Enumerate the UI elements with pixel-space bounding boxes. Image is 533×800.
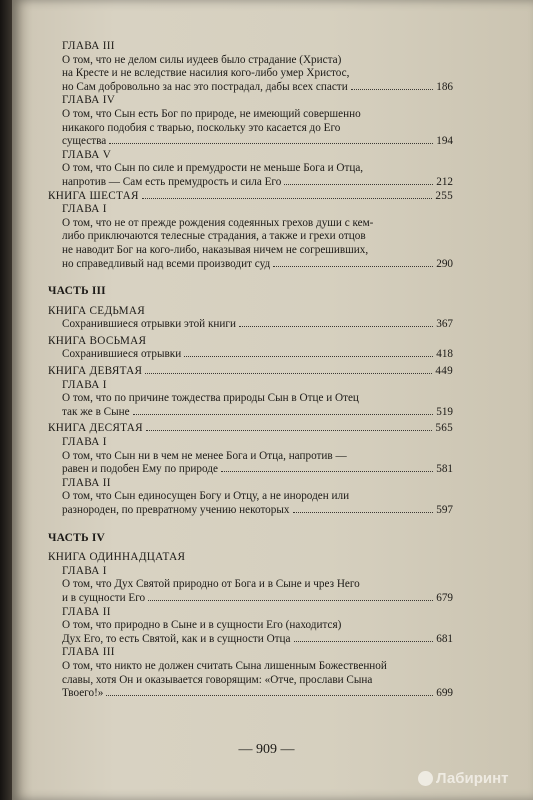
page-ref: 565 bbox=[435, 422, 453, 435]
book-heading: КНИГА ШЕСТАЯ bbox=[48, 189, 139, 202]
entry-line: О том, что Сын по силе и премудрости не меньше Бога и Отца, bbox=[62, 162, 364, 175]
page-number: — 909 — bbox=[238, 742, 295, 757]
page-ref: 597 bbox=[436, 504, 453, 516]
page-ref: 186 bbox=[436, 80, 453, 93]
entry-line: О том, что Сын единосущен Богу и Отцу, а не инороден или bbox=[62, 490, 350, 503]
entry-line: так же в Сыне bbox=[62, 405, 130, 418]
book-heading: КНИГА ДЕВЯТАЯ bbox=[48, 365, 143, 378]
chapter-heading: ГЛАВА I bbox=[62, 203, 107, 216]
page-ref: 679 bbox=[436, 591, 453, 604]
entry-line: напротив — Сам есть премудрость и сила Его bbox=[62, 175, 282, 188]
toc-entry-row bbox=[48, 633, 453, 647]
entry-line: не наводит Бог на кого-либо, наказывая ничем не согрешивших, bbox=[62, 243, 369, 256]
page-ref: 255 bbox=[435, 189, 453, 202]
watermark-text: Лабиринт bbox=[436, 770, 509, 787]
toc-entry-row bbox=[48, 504, 453, 518]
book-heading: КНИГА ДЕСЯТАЯ bbox=[48, 422, 143, 435]
entry-line: равен и подобен Ему по природе bbox=[62, 463, 218, 476]
entry-line: О том, что не делом силы иудеев было страдание (Христа) bbox=[62, 53, 342, 66]
page-ref: 581 bbox=[436, 463, 453, 476]
book-heading-row bbox=[48, 365, 453, 379]
entry-line: разнороден, по превратному учению некоторых bbox=[62, 504, 290, 516]
entry-line: О том, что по причине тождества природы Сын в Отце и Отец bbox=[62, 392, 359, 405]
entry-line: Сохранившиеся отрывки bbox=[62, 348, 182, 361]
toc-entry-row bbox=[48, 592, 453, 606]
page-ref: 449 bbox=[435, 365, 453, 378]
leader-dots bbox=[351, 89, 434, 90]
book-heading: КНИГА ВОСЬМАЯ bbox=[48, 334, 147, 347]
book-heading: КНИГА СЕДЬМАЯ bbox=[48, 304, 146, 317]
entry-line: Твоего!» bbox=[62, 687, 104, 700]
leader-dots bbox=[146, 430, 432, 431]
book-heading: КНИГА ОДИННАДЦАТАЯ bbox=[48, 551, 186, 564]
table-of-contents bbox=[48, 40, 453, 701]
watermark-logo bbox=[418, 770, 509, 787]
page-ref: 699 bbox=[436, 687, 453, 700]
toc-entry-row bbox=[48, 318, 453, 332]
entry-line: но справедливый над всеми производит суд bbox=[62, 257, 271, 270]
part-heading: ЧАСТЬ III bbox=[48, 285, 106, 298]
book-heading-row bbox=[48, 190, 453, 204]
page-ref: 367 bbox=[436, 318, 453, 331]
entry-line: либо приключаются телесные страдания, а также и грехи отцов bbox=[62, 230, 366, 243]
entry-line: но Сам добровольно за нас это пострадал, дабы всех спасти bbox=[62, 80, 348, 93]
leader-dots bbox=[273, 266, 433, 267]
toc-entry-row bbox=[48, 135, 453, 149]
leader-dots bbox=[145, 373, 432, 374]
entry-line: славы, хотя Он и оказывается говорящим: «Отче, прослави Сына bbox=[62, 673, 373, 686]
entry-line: никакого подобия с тварью, поскольку это касается до Его bbox=[62, 121, 341, 134]
page-ref: 290 bbox=[436, 257, 453, 270]
entry-line: О том, что Сын есть Бог по природе, не имеющий совершенно bbox=[62, 107, 361, 120]
labyrinth-logo-icon bbox=[418, 771, 433, 786]
leader-dots bbox=[106, 695, 433, 696]
page-ref: 519 bbox=[436, 405, 453, 418]
leader-dots bbox=[293, 512, 434, 513]
leader-dots bbox=[284, 184, 433, 185]
entry-line: О том, что Дух Святой природно от Бога и в Сыне и чрез Него bbox=[62, 578, 360, 591]
leader-dots bbox=[148, 600, 433, 601]
entry-line: существа bbox=[62, 135, 107, 148]
entry-line: О том, что природно в Сыне и в сущности Его (находится) bbox=[62, 619, 342, 632]
toc-entry-row bbox=[48, 463, 453, 477]
entry-line: на Кресте и не вследствие насилия кого-либо умер Христос, bbox=[62, 67, 350, 80]
entry-line: Сохранившиеся отрывки этой книги bbox=[62, 318, 236, 331]
toc-entry-row bbox=[48, 176, 453, 190]
book-heading-row bbox=[48, 422, 453, 436]
chapter-heading: ГЛАВА IV bbox=[62, 94, 116, 107]
entry-line: О том, что Сын ни в чем не менее Бога и Отца, напротив — bbox=[62, 449, 347, 462]
chapter-heading: ГЛАВА I bbox=[62, 564, 107, 577]
book-spine-shadow bbox=[0, 0, 12, 800]
chapter-heading: ГЛАВА II bbox=[62, 476, 111, 489]
page-ref: 681 bbox=[436, 632, 453, 645]
toc-entry-row bbox=[48, 687, 453, 701]
toc-entry-row bbox=[48, 406, 453, 420]
toc-entry-row bbox=[48, 348, 453, 362]
page-ref: 418 bbox=[436, 348, 453, 361]
chapter-heading: ГЛАВА V bbox=[62, 148, 112, 161]
leader-dots bbox=[294, 641, 434, 642]
part-heading: ЧАСТЬ IV bbox=[48, 531, 106, 544]
chapter-heading: ГЛАВА I bbox=[62, 378, 107, 391]
page-ref: 212 bbox=[436, 175, 453, 188]
chapter-heading: ГЛАВА I bbox=[62, 436, 107, 449]
toc-entry-row bbox=[48, 258, 453, 272]
entry-line: О том, что не от прежде рождения содеянных грехов души с кем- bbox=[62, 216, 374, 229]
leader-dots bbox=[109, 143, 433, 144]
entry-line: Дух Его, то есть Святой, как и в сущности Отца bbox=[62, 632, 291, 645]
chapter-heading: ГЛАВА III bbox=[62, 646, 115, 659]
entry-line: О том, что никто не должен считать Сына лишенным Божественной bbox=[62, 659, 387, 672]
chapter-heading: ГЛАВА III bbox=[62, 40, 115, 52]
leader-dots bbox=[239, 326, 433, 327]
chapter-heading: ГЛАВА II bbox=[62, 605, 111, 618]
leader-dots bbox=[221, 471, 433, 472]
toc-entry-row bbox=[48, 81, 453, 95]
entry-line: и в сущности Его bbox=[62, 591, 146, 604]
leader-dots bbox=[142, 198, 433, 199]
page-ref: 194 bbox=[436, 135, 453, 148]
leader-dots bbox=[133, 414, 434, 415]
leader-dots bbox=[184, 356, 433, 357]
